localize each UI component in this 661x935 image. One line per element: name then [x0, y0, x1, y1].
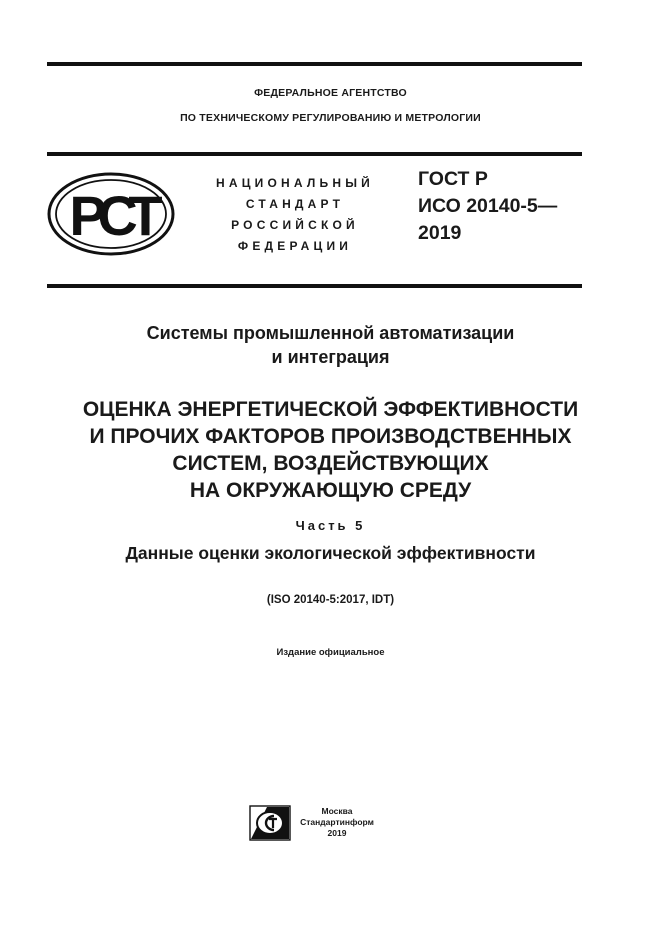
- standard-type: [200, 173, 390, 257]
- top-rule: [47, 62, 582, 66]
- series-title-line2: и интеграция: [271, 347, 390, 367]
- main-title-line2: И ПРОЧИХ ФАКТОРОВ ПРОИЗВОДСТВЕННЫХ: [89, 425, 572, 448]
- publisher-name: Стандартинформ: [300, 817, 374, 827]
- part-title: Данные оценки экологической эффективности: [125, 543, 536, 563]
- standard-type-line2: СТАНДАРТ: [245, 197, 345, 211]
- main-title-line1: ОЦЕНКА ЭНЕРГЕТИЧЕСКОЙ ЭФФЕКТИВНОСТИ: [82, 398, 579, 421]
- standartinform-logo-icon: [249, 805, 291, 846]
- logo-letters: РСТ: [69, 184, 155, 247]
- rst-certification-mark-icon: [47, 172, 175, 261]
- iso-reference: (ISO 20140-5:2017, IDT): [266, 594, 395, 606]
- standard-type-line1: НАЦИОНАЛЬНЫЙ: [215, 176, 375, 190]
- edition-label: Издание официальное: [276, 647, 385, 658]
- standard-type-line3: РОССИЙСКОЙ: [231, 218, 359, 232]
- designation-line3: 2019: [418, 222, 462, 244]
- agency-name-line2: ПО ТЕХНИЧЕСКОМУ РЕГУЛИРОВАНИЮ И МЕТРОЛОГИИ: [180, 112, 481, 124]
- publisher-block: [296, 806, 378, 839]
- designation-line1: ГОСТ Р: [418, 168, 488, 190]
- publisher-city: Москва: [321, 806, 353, 816]
- part-number: Часть 5: [295, 518, 366, 533]
- series-title-line1: Системы промышленной автоматизации: [146, 323, 515, 343]
- header-rule: [47, 152, 582, 156]
- standard-designation: [418, 166, 557, 247]
- agency-name-line1: ФЕДЕРАЛЬНОЕ АГЕНТСТВО: [254, 87, 407, 99]
- main-title-line4: НА ОКРУЖАЮЩУЮ СРЕДУ: [189, 479, 472, 502]
- publisher-year: 2019: [327, 828, 347, 838]
- designation-line2: ИСО 20140-5—: [418, 195, 558, 217]
- main-title-line3: СИСТЕМ, ВОЗДЕЙСТВУЮЩИХ: [172, 452, 489, 475]
- standard-type-line4: ФЕДЕРАЦИИ: [237, 239, 353, 253]
- designation-rule: [47, 284, 582, 288]
